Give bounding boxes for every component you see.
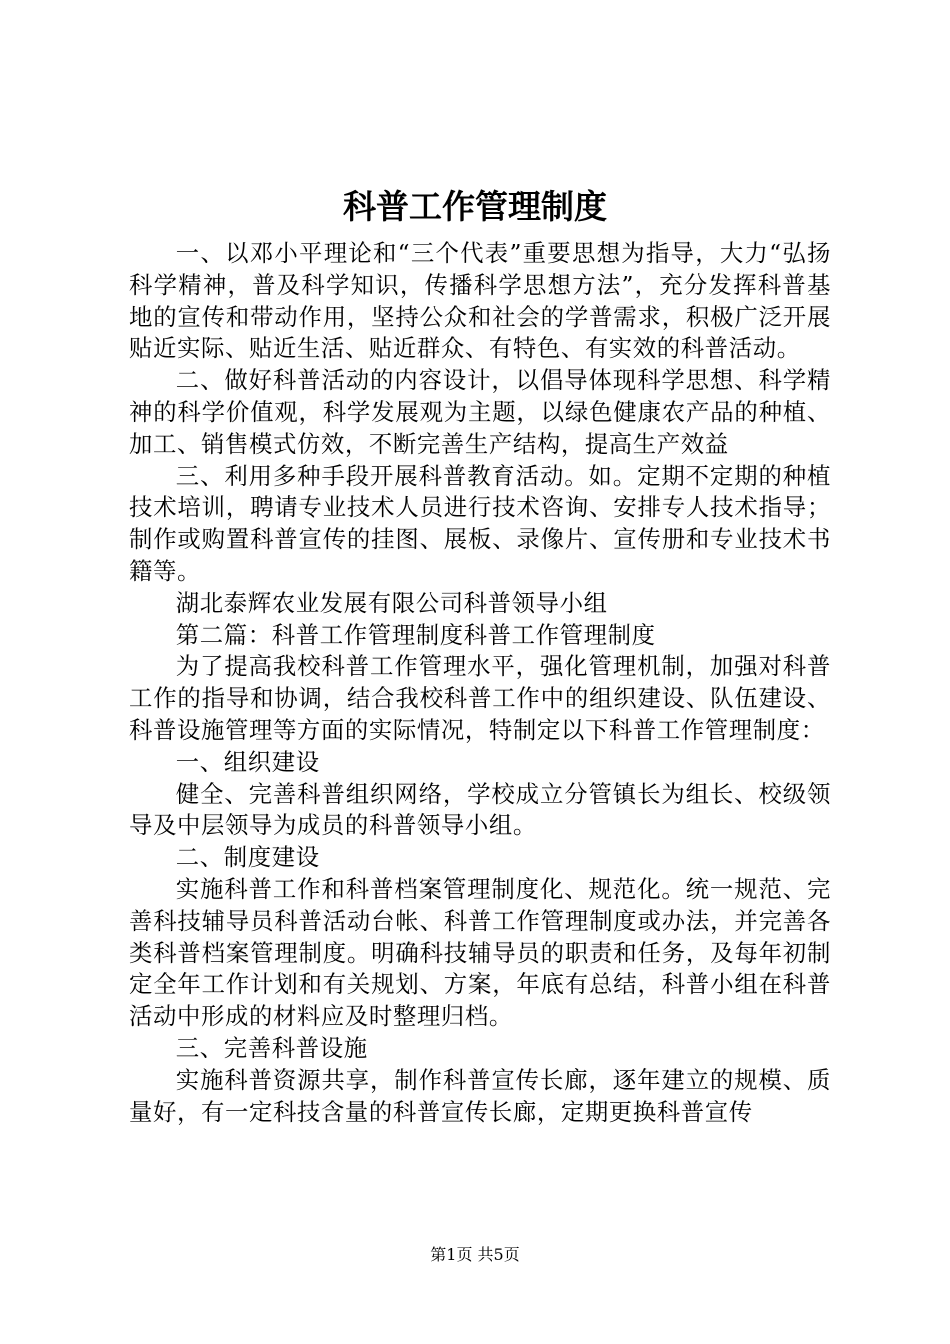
paragraph: 二、做好科普活动的内容设计，以倡导体现科学思想、科学精神的科学价值观，科学发展观为主题，以绿色健康农产品的种植、加工、销售模式仿效，不断完善生产结构，提高生产效益 [129,366,831,458]
paragraph: 三、利用多种手段开展科普教育活动。如。定期不定期的种植技术培训，聘请专业技术人员进行技术咨询、安排专人技术指导；制作或购置科普宣传的挂图、展板、录像片、宣传册和专业技术书籍等。 [129,461,831,585]
page-number-footer: 第1页 共5页 [430,1245,520,1264]
paragraph: 湖北泰辉农业发展有限公司科普领导小组 [175,588,608,617]
section-heading: 二、制度建设 [175,843,320,872]
section-heading: 三、完善科普设施 [175,1033,368,1062]
paragraph: 健全、完善科普组织网络，学校成立分管镇长为组长、校级领导及中层领导为成员的科普领导小组。 [129,779,831,840]
paragraph: 一、以邓小平理论和“三个代表”重要思想为指导，大力“弘扬科学精神，普及科学知识，传播科学思想方法”，充分发挥科普基地的宣传和带动作用，坚持公众和社会的学普需求，积极广泛开展贴近实际、贴近生活、贴近群众、有特色、有实效的科普活动。 [129,239,831,363]
paragraph: 实施科普工作和科普档案管理制度化、规范化。统一规范、完善科技辅导员科普活动台帐、科普工作管理制度或办法，并完善各类科普档案管理制度。明确科技辅导员的职责和任务，及每年初制定全年工作计划和有关规划、方案，年底有总结，科普小组在科普活动中形成的材料应及时整理归档。 [129,874,831,1031]
section-heading: 第二篇：科普工作管理制度科普工作管理制度 [175,620,656,649]
paragraph: 实施科普资源共享，制作科普宣传长廊，逐年建立的规模、质量好，有一定科技含量的科普宣传长廊，定期更换科普宣传 [129,1065,831,1126]
section-heading: 一、组织建设 [175,747,320,776]
document-body [129,238,831,1128]
document-title: 科普工作管理制度 [343,187,607,226]
paragraph: 为了提高我校科普工作管理水平，强化管理机制，加强对科普工作的指导和协调，结合我校科普工作中的组织建设、队伍建设、科普设施管理等方面的实际情况，特制定以下科普工作管理制度： [129,652,831,744]
